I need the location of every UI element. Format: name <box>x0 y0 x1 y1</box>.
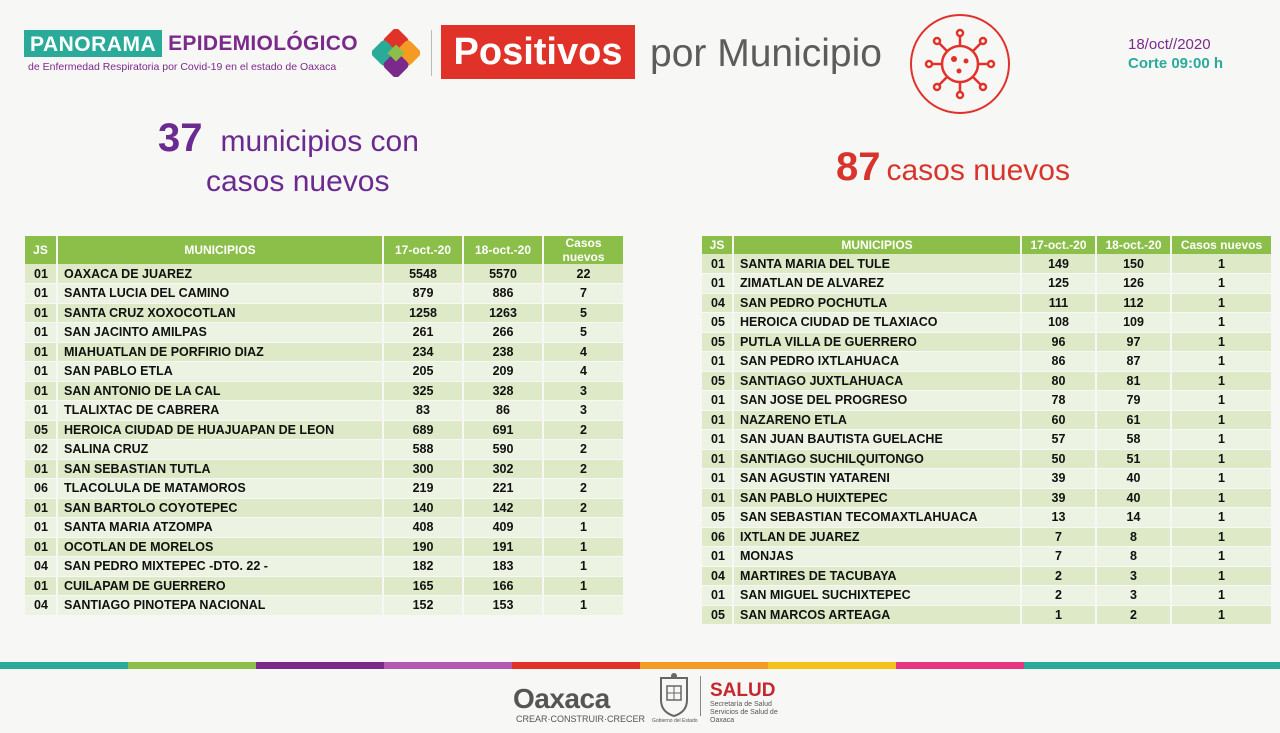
cases-18oct-cell: 409 <box>463 518 543 538</box>
table-row <box>702 274 1271 294</box>
col-casos-nuevos: Casos nuevos <box>1171 236 1271 254</box>
js-cell: 01 <box>702 391 733 411</box>
table-row <box>702 527 1271 547</box>
municipio-cell: HEROICA CIUDAD DE TLAXIACO <box>733 313 1021 333</box>
municipio-cell: SAN MARCOS ARTEAGA <box>733 605 1021 625</box>
municipio-cell: SAN BARTOLO COYOTEPEC <box>57 498 383 518</box>
table-row <box>25 557 623 577</box>
casos-label: casos nuevos <box>886 154 1070 187</box>
municipio-cell: SANTIAGO SUCHILQUITONGO <box>733 449 1021 469</box>
municipio-cell: SANTIAGO JUXTLAHUACA <box>733 371 1021 391</box>
municipio-cell: IXTLAN DE JUAREZ <box>733 527 1021 547</box>
table-row <box>25 518 623 538</box>
table-row <box>25 284 623 304</box>
new-cases-cell: 1 <box>1171 410 1271 430</box>
cases-18oct-cell: 40 <box>1096 469 1171 489</box>
table-row <box>25 596 623 616</box>
cases-17oct-cell: 39 <box>1021 488 1096 508</box>
new-cases-cell: 1 <box>1171 293 1271 313</box>
new-cases-cell: 3 <box>543 401 623 421</box>
js-cell: 01 <box>25 284 57 304</box>
new-cases-cell: 1 <box>543 576 623 596</box>
cases-17oct-cell: 182 <box>383 557 463 577</box>
brand-subtitle: de Enfermedad Respiratoria por Covid-19 en el estado de Oaxaca <box>28 61 337 73</box>
cases-17oct-cell: 152 <box>383 596 463 616</box>
cases-17oct-cell: 39 <box>1021 469 1096 489</box>
col-js: JS <box>702 236 733 254</box>
cases-18oct-cell: 328 <box>463 381 543 401</box>
js-cell: 05 <box>702 371 733 391</box>
new-cases-cell: 1 <box>543 557 623 577</box>
table-row <box>702 488 1271 508</box>
js-cell: 01 <box>25 498 57 518</box>
table-row <box>25 459 623 479</box>
js-cell: 01 <box>702 449 733 469</box>
municipio-cell: SAN JUAN BAUTISTA GUELACHE <box>733 430 1021 450</box>
cases-17oct-cell: 111 <box>1021 293 1096 313</box>
municipio-cell: SAN PABLO HUIXTEPEC <box>733 488 1021 508</box>
new-cases-cell: 1 <box>543 518 623 538</box>
new-cases-cell: 5 <box>543 303 623 323</box>
cases-18oct-cell: 97 <box>1096 332 1171 352</box>
col-18oct: 18-oct.-20 <box>1096 236 1171 254</box>
js-cell: 01 <box>25 342 57 362</box>
table-row <box>702 605 1271 625</box>
col-municipios: MUNICIPIOS <box>57 236 383 264</box>
municipios-count: 37 <box>158 116 203 160</box>
municipio-cell: MIAHUATLAN DE PORFIRIO DIAZ <box>57 342 383 362</box>
municipio-cell: SANTA MARIA DEL TULE <box>733 254 1021 274</box>
stripe-segment <box>1152 662 1280 669</box>
cases-17oct-cell: 125 <box>1021 274 1096 294</box>
cases-18oct-cell: 3 <box>1096 566 1171 586</box>
js-cell: 01 <box>702 547 733 567</box>
js-cell: 04 <box>702 566 733 586</box>
js-cell: 05 <box>702 332 733 352</box>
municipio-cell: HEROICA CIUDAD DE HUAJUAPAN DE LEON <box>57 420 383 440</box>
cases-17oct-cell: 83 <box>383 401 463 421</box>
new-cases-cell: 1 <box>1171 469 1271 489</box>
new-cases-cell: 1 <box>543 596 623 616</box>
cases-17oct-cell: 149 <box>1021 254 1096 274</box>
table-row <box>702 547 1271 567</box>
table-row <box>702 371 1271 391</box>
js-cell: 01 <box>702 352 733 372</box>
municipio-cell: MARTIRES DE TACUBAYA <box>733 566 1021 586</box>
js-cell: 01 <box>702 430 733 450</box>
cases-17oct-cell: 108 <box>1021 313 1096 333</box>
new-cases-cell: 1 <box>1171 449 1271 469</box>
new-cases-cell: 22 <box>543 264 623 284</box>
cases-17oct-cell: 7 <box>1021 547 1096 567</box>
table-row <box>702 469 1271 489</box>
municipio-cell: SANTA LUCIA DEL CAMINO <box>57 284 383 304</box>
cases-18oct-cell: 109 <box>1096 313 1171 333</box>
cases-17oct-cell: 165 <box>383 576 463 596</box>
table-row <box>25 440 623 460</box>
cases-17oct-cell: 1 <box>1021 605 1096 625</box>
cases-18oct-cell: 8 <box>1096 527 1171 547</box>
js-cell: 01 <box>702 586 733 606</box>
cases-18oct-cell: 40 <box>1096 488 1171 508</box>
municipios-line1: municipios con <box>220 125 419 158</box>
new-cases-cell: 1 <box>1171 332 1271 352</box>
stripe-segment <box>0 662 128 669</box>
cases-18oct-cell: 590 <box>463 440 543 460</box>
cases-18oct-cell: 112 <box>1096 293 1171 313</box>
col-casos-nuevos: Casos nuevos <box>543 236 623 264</box>
municipio-cell: SAN PEDRO IXTLAHUACA <box>733 352 1021 372</box>
oaxaca-logo: Oaxaca <box>513 683 610 714</box>
table-row <box>25 381 623 401</box>
table-row <box>25 420 623 440</box>
cases-18oct-cell: 266 <box>463 323 543 343</box>
cases-18oct-cell: 150 <box>1096 254 1171 274</box>
table-row <box>25 498 623 518</box>
municipio-cell: SAN SEBASTIAN TECOMAXTLAHUACA <box>733 508 1021 528</box>
cases-17oct-cell: 140 <box>383 498 463 518</box>
new-cases-cell: 1 <box>1171 313 1271 333</box>
cases-18oct-cell: 58 <box>1096 430 1171 450</box>
municipio-cell: SAN PEDRO MIXTEPEC -DTO. 22 - <box>57 557 383 577</box>
cases-17oct-cell: 219 <box>383 479 463 499</box>
new-cases-cell: 1 <box>1171 488 1271 508</box>
cases-17oct-cell: 205 <box>383 362 463 382</box>
municipio-cell: CUILAPAM DE GUERRERO <box>57 576 383 596</box>
cases-17oct-cell: 7 <box>1021 527 1096 547</box>
cases-18oct-cell: 221 <box>463 479 543 499</box>
casos-summary <box>836 145 1070 190</box>
js-cell: 01 <box>25 381 57 401</box>
col-js: JS <box>25 236 57 264</box>
virus-icon <box>909 13 1011 115</box>
new-cases-cell: 1 <box>543 537 623 557</box>
cases-18oct-cell: 2 <box>1096 605 1171 625</box>
js-cell: 01 <box>25 323 57 343</box>
new-cases-cell: 2 <box>543 479 623 499</box>
js-cell: 06 <box>25 479 57 499</box>
cases-18oct-cell: 183 <box>463 557 543 577</box>
municipio-cell: ZIMATLAN DE ALVAREZ <box>733 274 1021 294</box>
cases-18oct-cell: 886 <box>463 284 543 304</box>
cases-18oct-cell: 1263 <box>463 303 543 323</box>
cases-18oct-cell: 238 <box>463 342 543 362</box>
municipio-cell: SANTA MARIA ATZOMPA <box>57 518 383 538</box>
js-cell: 01 <box>702 410 733 430</box>
js-cell: 04 <box>25 557 57 577</box>
new-cases-cell: 1 <box>1171 352 1271 372</box>
panorama-logo-icon <box>372 29 420 77</box>
municipio-cell: OCOTLAN DE MORELOS <box>57 537 383 557</box>
cases-17oct-cell: 261 <box>383 323 463 343</box>
new-cases-cell: 4 <box>543 342 623 362</box>
js-cell: 01 <box>25 537 57 557</box>
salud-subtitle: Secretaría de Salud Servicios de Salud de Oaxaca <box>710 701 778 724</box>
municipio-cell: MONJAS <box>733 547 1021 567</box>
brand-epidemiologico: EPIDEMIOLÓGICO <box>168 31 358 55</box>
table-row <box>702 508 1271 528</box>
report-cutoff: Corte 09:00 h <box>1128 55 1224 72</box>
municipio-cell: NAZARENO ETLA <box>733 410 1021 430</box>
municipio-cell: SAN AGUSTIN YATARENI <box>733 469 1021 489</box>
stripe-segment <box>384 662 512 669</box>
table-row <box>702 254 1271 274</box>
js-cell: 01 <box>702 488 733 508</box>
cases-17oct-cell: 78 <box>1021 391 1096 411</box>
new-cases-cell: 1 <box>1171 566 1271 586</box>
cases-18oct-cell: 142 <box>463 498 543 518</box>
municipio-cell: SAN PABLO ETLA <box>57 362 383 382</box>
new-cases-cell: 3 <box>543 381 623 401</box>
new-cases-cell: 7 <box>543 284 623 304</box>
state-seal-icon <box>657 672 691 718</box>
table-row <box>702 449 1271 469</box>
table-row <box>702 391 1271 411</box>
cases-17oct-cell: 190 <box>383 537 463 557</box>
municipio-cell: SAN PEDRO POCHUTLA <box>733 293 1021 313</box>
stripe-segment <box>1024 662 1152 669</box>
stripe-segment <box>896 662 1024 669</box>
cases-17oct-cell: 879 <box>383 284 463 304</box>
new-cases-cell: 1 <box>1171 430 1271 450</box>
municipio-cell: SAN JOSE DEL PROGRESO <box>733 391 1021 411</box>
new-cases-cell: 1 <box>1171 391 1271 411</box>
js-cell: 01 <box>25 459 57 479</box>
cases-18oct-cell: 81 <box>1096 371 1171 391</box>
cases-18oct-cell: 8 <box>1096 547 1171 567</box>
js-cell: 04 <box>702 293 733 313</box>
col-17oct: 17-oct.-20 <box>1021 236 1096 254</box>
table-row <box>25 303 623 323</box>
stripe-segment <box>512 662 640 669</box>
new-cases-cell: 2 <box>543 459 623 479</box>
new-cases-cell: 1 <box>1171 586 1271 606</box>
municipio-cell: SANTIAGO PINOTEPA NACIONAL <box>57 596 383 616</box>
table-header-row <box>25 236 623 264</box>
salud-logo: SALUD <box>710 680 776 701</box>
table-row <box>25 342 623 362</box>
table-row <box>702 566 1271 586</box>
cases-17oct-cell: 1258 <box>383 303 463 323</box>
cases-17oct-cell: 50 <box>1021 449 1096 469</box>
municipio-cell: SAN MIGUEL SUCHIXTEPEC <box>733 586 1021 606</box>
table-row <box>25 401 623 421</box>
new-cases-cell: 1 <box>1171 508 1271 528</box>
new-cases-cell: 1 <box>1171 274 1271 294</box>
table-row <box>702 430 1271 450</box>
cases-17oct-cell: 60 <box>1021 410 1096 430</box>
col-17oct: 17-oct.-20 <box>383 236 463 264</box>
js-cell: 05 <box>25 420 57 440</box>
table-row <box>702 293 1271 313</box>
col-municipios: MUNICIPIOS <box>733 236 1021 254</box>
cases-18oct-cell: 126 <box>1096 274 1171 294</box>
seal-caption: Gobierno del Estado <box>652 718 698 724</box>
new-cases-cell: 2 <box>543 440 623 460</box>
js-cell: 06 <box>702 527 733 547</box>
table-header-row <box>702 236 1271 254</box>
cases-18oct-cell: 3 <box>1096 586 1171 606</box>
municipio-cell: TLACOLULA DE MATAMOROS <box>57 479 383 499</box>
new-cases-cell: 4 <box>543 362 623 382</box>
new-cases-cell: 2 <box>543 498 623 518</box>
municipios-line2: casos nuevos <box>206 165 390 198</box>
municipio-cell: TLALIXTAC DE CABRERA <box>57 401 383 421</box>
stripe-segment <box>640 662 768 669</box>
cases-17oct-cell: 86 <box>1021 352 1096 372</box>
stripe-segment <box>128 662 256 669</box>
oaxaca-slogan: CREAR·CONSTRUIR·CRECER <box>516 714 646 724</box>
cases-17oct-cell: 588 <box>383 440 463 460</box>
cases-17oct-cell: 57 <box>1021 430 1096 450</box>
cases-18oct-cell: 51 <box>1096 449 1171 469</box>
js-cell: 02 <box>25 440 57 460</box>
brand-panorama: PANORAMA <box>24 30 162 57</box>
new-cases-cell: 1 <box>1171 527 1271 547</box>
cases-17oct-cell: 300 <box>383 459 463 479</box>
municipios-table-right <box>702 236 1271 625</box>
cases-17oct-cell: 408 <box>383 518 463 538</box>
municipio-cell: SAN ANTONIO DE LA CAL <box>57 381 383 401</box>
municipio-cell: PUTLA VILLA DE GUERRERO <box>733 332 1021 352</box>
cases-18oct-cell: 166 <box>463 576 543 596</box>
js-cell: 01 <box>25 362 57 382</box>
new-cases-cell: 2 <box>543 420 623 440</box>
js-cell: 05 <box>702 605 733 625</box>
cases-18oct-cell: 691 <box>463 420 543 440</box>
new-cases-cell: 1 <box>1171 605 1271 625</box>
cases-17oct-cell: 80 <box>1021 371 1096 391</box>
cases-17oct-cell: 325 <box>383 381 463 401</box>
cases-18oct-cell: 153 <box>463 596 543 616</box>
cases-18oct-cell: 79 <box>1096 391 1171 411</box>
cases-18oct-cell: 302 <box>463 459 543 479</box>
por-municipio-title: por Municipio <box>650 32 882 75</box>
cases-17oct-cell: 5548 <box>383 264 463 284</box>
brand-block <box>24 30 358 73</box>
municipio-cell: SANTA CRUZ XOXOCOTLAN <box>57 303 383 323</box>
cases-17oct-cell: 2 <box>1021 566 1096 586</box>
footer-divider <box>700 676 701 716</box>
new-cases-cell: 5 <box>543 323 623 343</box>
positivos-title: Positivos <box>441 25 635 79</box>
footer-color-stripe <box>0 662 1280 669</box>
cases-18oct-cell: 14 <box>1096 508 1171 528</box>
cases-18oct-cell: 87 <box>1096 352 1171 372</box>
table-row <box>25 264 623 284</box>
municipio-cell: OAXACA DE JUAREZ <box>57 264 383 284</box>
new-cases-cell: 1 <box>1171 371 1271 391</box>
js-cell: 01 <box>25 401 57 421</box>
cases-18oct-cell: 86 <box>463 401 543 421</box>
cases-17oct-cell: 234 <box>383 342 463 362</box>
cases-17oct-cell: 2 <box>1021 586 1096 606</box>
cases-17oct-cell: 13 <box>1021 508 1096 528</box>
stripe-segment <box>768 662 896 669</box>
new-cases-cell: 1 <box>1171 547 1271 567</box>
table-row <box>702 586 1271 606</box>
js-cell: 01 <box>25 576 57 596</box>
table-row <box>25 576 623 596</box>
js-cell: 01 <box>702 469 733 489</box>
municipios-table-left <box>25 236 623 616</box>
new-cases-cell: 1 <box>1171 254 1271 274</box>
municipio-cell: SAN SEBASTIAN TUTLA <box>57 459 383 479</box>
municipios-summary <box>158 118 419 202</box>
cases-18oct-cell: 209 <box>463 362 543 382</box>
js-cell: 01 <box>702 274 733 294</box>
table-row <box>25 362 623 382</box>
cases-18oct-cell: 61 <box>1096 410 1171 430</box>
table-row <box>25 323 623 343</box>
js-cell: 01 <box>25 518 57 538</box>
js-cell: 01 <box>702 254 733 274</box>
cases-18oct-cell: 191 <box>463 537 543 557</box>
js-cell: 05 <box>702 313 733 333</box>
municipio-cell: SAN JACINTO AMILPAS <box>57 323 383 343</box>
header-divider <box>431 30 432 76</box>
table-row <box>702 352 1271 372</box>
cases-17oct-cell: 96 <box>1021 332 1096 352</box>
cases-18oct-cell: 5570 <box>463 264 543 284</box>
js-cell: 01 <box>25 303 57 323</box>
js-cell: 05 <box>702 508 733 528</box>
stripe-segment <box>256 662 384 669</box>
table-row <box>25 537 623 557</box>
cases-17oct-cell: 689 <box>383 420 463 440</box>
table-row <box>25 479 623 499</box>
casos-count: 87 <box>836 145 881 189</box>
table-row <box>702 332 1271 352</box>
js-cell: 04 <box>25 596 57 616</box>
col-18oct: 18-oct.-20 <box>463 236 543 264</box>
report-date: 18/oct//2020 <box>1128 36 1211 53</box>
js-cell: 01 <box>25 264 57 284</box>
municipio-cell: SALINA CRUZ <box>57 440 383 460</box>
table-row <box>702 410 1271 430</box>
table-row <box>702 313 1271 333</box>
